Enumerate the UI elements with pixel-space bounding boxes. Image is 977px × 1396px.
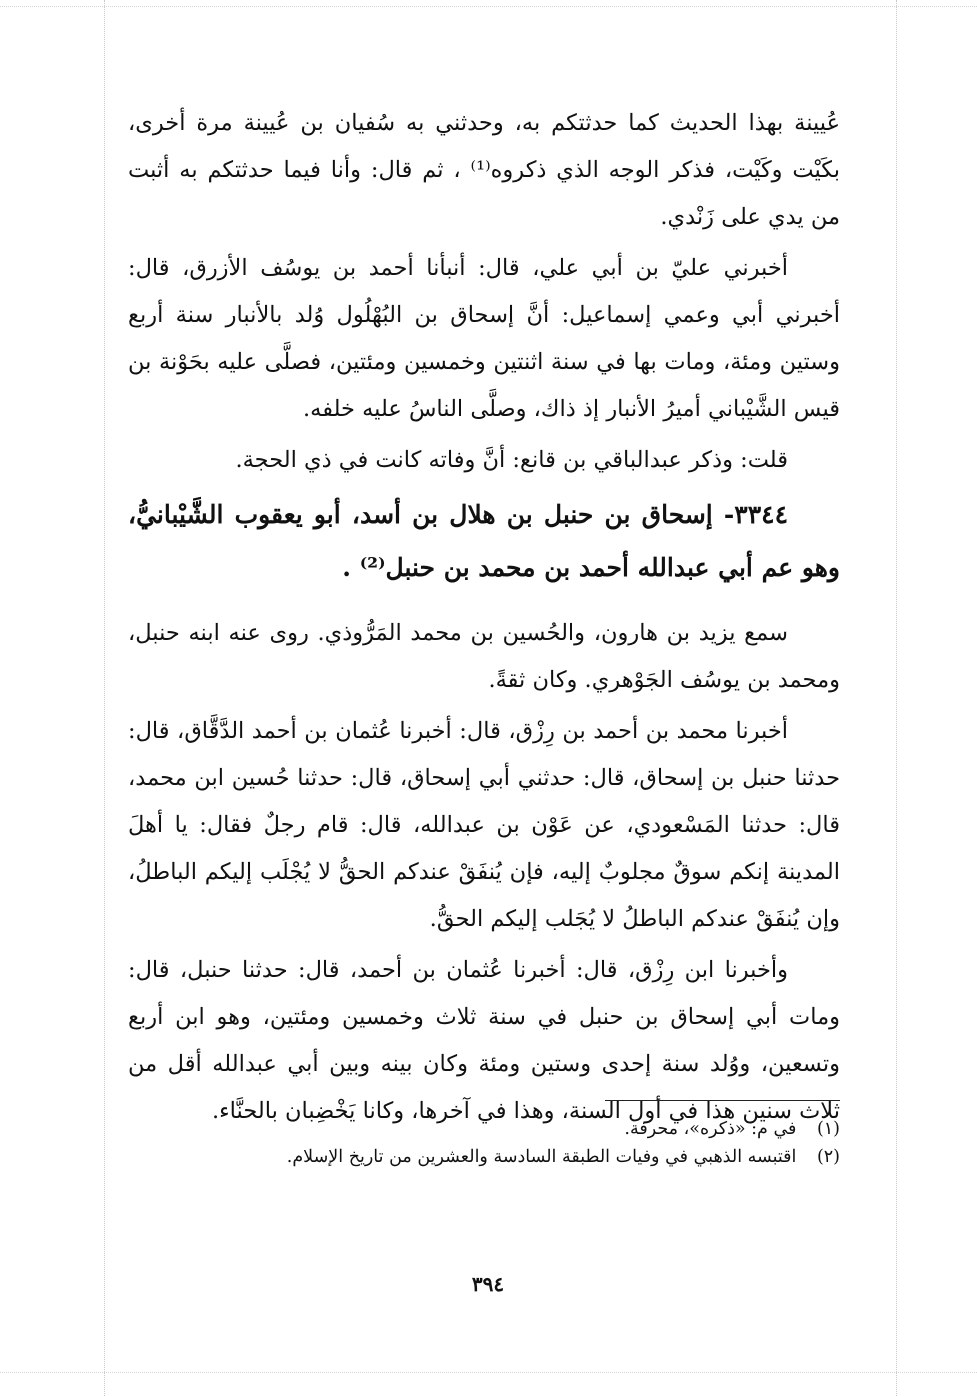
- footnotes: [128, 1100, 840, 1171]
- scan-border-left: [104, 0, 105, 1396]
- scan-border-top: [0, 6, 977, 7]
- scan-border-bottom: [0, 1372, 977, 1373]
- paragraph-4: سمع يزيد بن هارون، والحُسين بن محمد المَرُّوذي. روى عنه ابنه حنبل، ومحمد بن يوسُف الجَوْهري. وكان ثقةً.: [128, 620, 840, 693]
- footnote-1: [128, 1115, 840, 1143]
- paragraph-3: قلت: وذكر عبدالباقي بن قانع: أنَّ وفاته كانت في ذي الحجة.: [235, 447, 788, 473]
- footnote-rule: [605, 1100, 840, 1101]
- footnote-2: [128, 1143, 840, 1171]
- footnote-1-text: في م: «ذكره»، محرفة.: [624, 1119, 797, 1139]
- footnote-1-number: (١): [816, 1119, 840, 1139]
- main-text: [128, 100, 840, 1139]
- paragraph-5: أخبرنا محمد بن أحمد بن رِزْق، قال: أخبرنا عُثمان بن أحمد الدَّقَّاق، قال: حدثنا حنبل بن إسحاق، قال: حدثني أبي إسحاق، قال: حدثنا حُسين ابن محمد، قال: حدثنا المَسْعودي، عن عَوْن بن عبدالله، قال: قام رجلٌ فقال: يا أهلَ المدينة إنكم سوقٌ مجلوبٌ إليه، فإن يُنفَقْ عندكم الحقُّ لا يُجْلَب إليكم الباطلُ، وإن يُنفَقْ عندكم الباطلُ لا يُجَلب إليكم الحقُّ.: [128, 718, 840, 932]
- page-number: ٣٩٤: [471, 1272, 505, 1296]
- footnote-2-text: اقتبسه الذهبي في وفيات الطبقة السادسة والعشرين من تاريخ الإسلام.: [286, 1147, 797, 1167]
- entry-heading: ٣٣٤٤- إسحاق بن حنبل بن هلال بن أسد، أبو يعقوب الشَّيْبانيُّ، وهو عم أبي عبدالله أحمد بن محمد بن حنبل⁽²⁾ .: [128, 500, 840, 582]
- paragraph-2: أخبرني عليّ بن أبي علي، قال: أنبأنا أحمد بن يوسُف الأزرق، قال: أخبرني أبي وعمي إسماعيل: أنَّ إسحاق بن البُهْلُول وُلد بالأنبار سنة أربع وستين ومئة، ومات بها في سنة اثنتين وخمسين ومئتين، فصلَّى عليه بحَوْنة بن قيس الشَّيْباني أميرُ الأنبار إذ ذاك، وصلَّى الناسُ عليه خلفه.: [128, 255, 840, 422]
- paragraph-1: عُيينة بهذا الحديث كما حدثتكم به، وحدثني به سُفيان بن عُيينة مرة أخرى، بكَيْت وكَيْت، فذكر الوجه الذي ذكروه⁽¹⁾ ، ثم قال: وأنا فيما حدثتكم به أثبت من يدي على زَنْدي.: [128, 110, 840, 230]
- paragraph-6: وأخبرنا ابن رِزْق، قال: أخبرنا عُثمان بن أحمد، قال: حدثنا حنبل، قال: ومات أبي إسحاق بن حنبل في سنة ثلاث وخمسين ومئتين، وهو ابن أربع وتسعين، ووُلد سنة إحدى وستين ومئة وكان بينه وبين أبي عبدالله أقل من ثلاث سنين هذا في أول السنة، وهذا في آخرها، وكانا يَخْضِبان بالحنَّاء.: [128, 957, 840, 1124]
- scan-border-right: [896, 0, 897, 1396]
- footnote-2-number: (٢): [816, 1147, 840, 1167]
